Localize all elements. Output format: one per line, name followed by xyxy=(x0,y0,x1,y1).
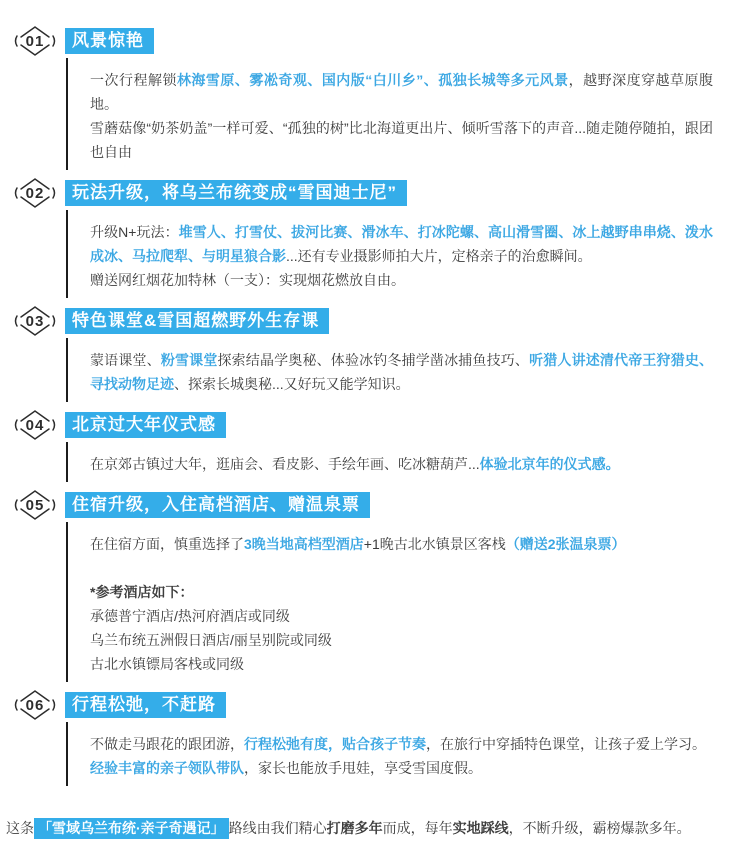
footer-note xyxy=(6,816,739,840)
section-number: 04 xyxy=(25,416,45,434)
text-run: （赠送2张温泉票） xyxy=(505,536,626,552)
text-run: 打磨多年 xyxy=(326,820,383,836)
text-run: 乌兰布统五洲假日酒店/丽呈别院或同级 xyxy=(90,632,332,648)
paragraph-spacer xyxy=(90,556,713,580)
section-header xyxy=(12,688,747,722)
section-number: 03 xyxy=(25,312,45,330)
text-run: +1晚古北水镇景区客栈 xyxy=(363,536,506,552)
section-title: 玩法升级，将乌兰布统变成“雪国迪士尼” xyxy=(65,180,407,206)
diamond-bracket-icon xyxy=(12,176,58,210)
text-run: ，家长也能放手甩娃，享受雪国度假。 xyxy=(244,760,482,776)
section-body xyxy=(66,210,739,298)
text-run: 承德普宁酒店/热河府酒店或同级 xyxy=(90,608,290,624)
text-run: 而成，每年 xyxy=(382,820,453,836)
section-number: 06 xyxy=(25,696,45,714)
section-body xyxy=(66,522,739,682)
text-run: 在住宿方面，慎重选择了 xyxy=(90,536,244,552)
body-paragraph xyxy=(90,220,713,268)
text-run: 探索结晶学奥秘、体验冰钓冬捕学凿冰捕鱼技巧、 xyxy=(217,352,530,368)
section-header xyxy=(12,488,747,522)
section-title: 北京过大年仪式感 xyxy=(65,412,226,438)
diamond-bracket-icon xyxy=(12,304,58,338)
text-run: 粉雪课堂 xyxy=(160,352,218,368)
diamond-bracket-icon xyxy=(12,488,58,522)
text-run: 赠送网红烟花加特林（一支）：实现烟花燃放自由。 xyxy=(90,272,405,288)
text-run: 蒙语课堂、 xyxy=(90,352,161,368)
body-paragraph xyxy=(90,628,713,652)
text-run: 在京郊古镇过大年，逛庙会、看皮影、手绘年画、吃冰糖葫芦... xyxy=(90,456,480,472)
body-paragraph xyxy=(90,652,713,676)
section-title: 特色课堂&雪国超燃野外生存课 xyxy=(65,308,329,334)
text-run: 古北水镇镖局客栈或同级 xyxy=(90,656,244,672)
feature-section xyxy=(0,304,747,402)
section-header xyxy=(12,304,747,338)
section-body xyxy=(66,338,739,402)
section-number: 02 xyxy=(25,184,45,202)
section-body xyxy=(66,722,739,786)
feature-section xyxy=(0,176,747,298)
body-paragraph xyxy=(90,116,713,164)
body-paragraph xyxy=(90,452,713,476)
section-number: 01 xyxy=(25,32,45,50)
section-number-badge xyxy=(12,24,58,58)
text-run: 3晚当地高档型酒店 xyxy=(244,536,364,552)
text-run: ，不断升级，霸榜爆款多年。 xyxy=(508,820,691,836)
text-run: 「雪域乌兰布统·亲子奇遇记」 xyxy=(34,818,229,839)
section-number-badge xyxy=(12,304,58,338)
text-run: 雪蘑菇像“奶茶奶盖”一样可爱、“孤独的树”比北海道更出片、倾听雪落下的声音...随走随停随拍，跟团也自由 xyxy=(90,120,713,160)
text-run: ，在旅行中穿插特色课堂，让孩子爱上学习。 xyxy=(426,736,706,752)
body-paragraph xyxy=(90,532,713,556)
text-run: 路线由我们精心 xyxy=(228,820,327,836)
text-run: 这条 xyxy=(6,820,34,836)
section-list xyxy=(0,24,747,786)
text-run: 不做走马跟花的跟团游， xyxy=(90,736,244,752)
text-run: 体验北京年的仪式感。 xyxy=(479,456,620,472)
body-paragraph xyxy=(90,348,713,396)
text-run: 实地踩线 xyxy=(452,820,509,836)
feature-section xyxy=(0,688,747,786)
section-title: 住宿升级，入住高档酒店、赠温泉票 xyxy=(65,492,370,518)
diamond-bracket-icon xyxy=(12,408,58,442)
text-run: 经验丰富的亲子领队带队 xyxy=(90,760,244,776)
diamond-bracket-icon xyxy=(12,688,58,722)
section-header xyxy=(12,408,747,442)
section-number-badge xyxy=(12,176,58,210)
body-paragraph xyxy=(90,268,713,292)
section-body xyxy=(66,58,739,170)
section-title: 行程松弛，不赶路 xyxy=(65,692,226,718)
section-number: 05 xyxy=(25,496,45,514)
text-run: 林海雪原、雾凇奇观、国内版“白川乡”、孤独长城等多元风景 xyxy=(176,72,569,88)
text-run: 、探索长城奥秘...又好玩又能学知识。 xyxy=(174,376,410,392)
text-run: ...还有专业摄影师拍大片，定格亲子的治愈瞬间。 xyxy=(286,248,592,264)
body-paragraph xyxy=(90,732,713,756)
text-run: 升级N+玩法： xyxy=(90,224,179,240)
text-run: 堆雪人、打雪仗、拔河比赛、滑冰车、打冰陀螺、高山滑雪圈、冰上越野串串烧、泼水成冰、马拉爬犁、与明星狼合影 xyxy=(90,224,713,264)
section-header xyxy=(12,176,747,210)
feature-section xyxy=(0,24,747,170)
body-paragraph xyxy=(90,580,713,604)
section-number-badge xyxy=(12,688,58,722)
section-title: 风景惊艳 xyxy=(65,28,154,54)
text-run: 听猎人讲述清代帝王狩猎史、寻找动物足迹 xyxy=(90,352,714,392)
body-paragraph xyxy=(90,68,713,116)
section-body xyxy=(66,442,739,482)
body-paragraph xyxy=(90,756,713,780)
text-run: ，越野深度穿越草原腹地。 xyxy=(90,72,714,112)
feature-section xyxy=(0,488,747,682)
text-run: 行程松弛有度，贴合孩子节奏 xyxy=(244,736,426,752)
text-run: *参考酒店如下： xyxy=(90,584,194,600)
section-number-badge xyxy=(12,408,58,442)
diamond-bracket-icon xyxy=(12,24,58,58)
section-number-badge xyxy=(12,488,58,522)
feature-section xyxy=(0,408,747,482)
body-paragraph xyxy=(90,604,713,628)
section-header xyxy=(12,24,747,58)
text-run: 一次行程解锁 xyxy=(90,72,177,88)
